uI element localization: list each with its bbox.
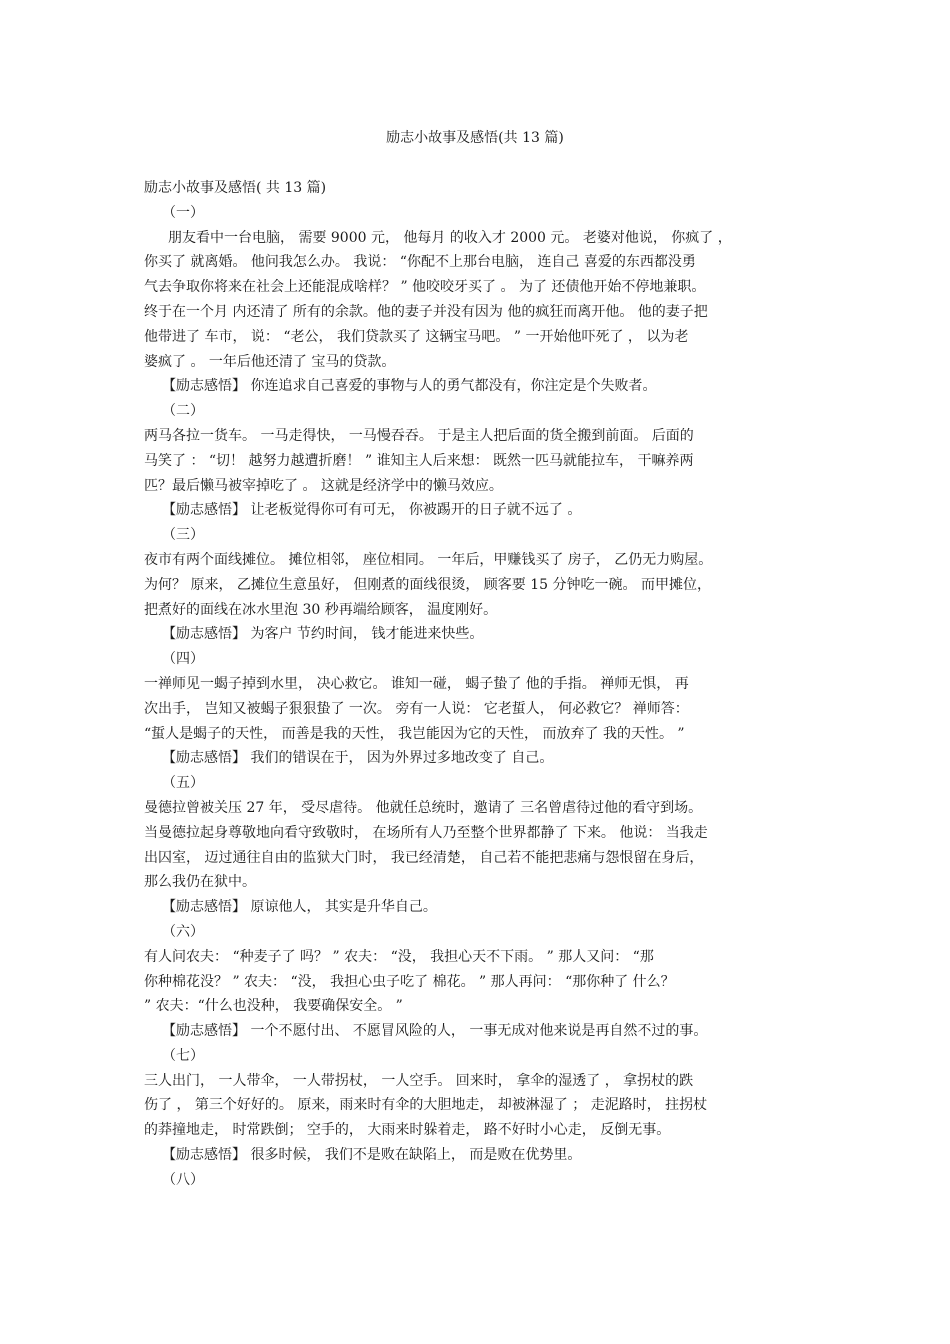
text-line: 你买了 就离婚。 他问我怎么办。 我说： “你配不上那台电脑， 连自己 喜爱的东西都没勇 — [144, 254, 696, 271]
text-line: 气去争取你将来在社会上还能混成啥样？ ” 他咬咬牙买了 。 为了 还债他开始不停地兼职。 — [144, 279, 706, 296]
text-line: 一禅师见一蝎子掉到水里， 决心救它。 谁知一碰， 蝎子蛰了 他的手指。 禅师无惧， 再 — [144, 675, 689, 692]
text-line: 为何？ 原来， 乙摊位生意虽好， 但刚煮的面线很烫， 顾客要 15 分钟吃一碗。 而甲摊位， — [144, 576, 711, 593]
text-line: 【励志感悟】 一个不愿付出、 不愿冒风险的人， 一事无成对他来说是再自然不过的事。 — [162, 1023, 708, 1040]
text-line: 两马各拉一货车。 一马走得快， 一马慢吞吞。 于是主人把后面的货全搬到前面。 后面的 — [144, 427, 694, 444]
text-line: 次出手， 岂知又被蝎子狠狠蛰了 一次。 旁有一人说： 它老蜇人， 何必救它？ 禅师答： — [144, 700, 689, 717]
document-title: 励志小故事及感悟(共 13 篇) — [386, 130, 564, 146]
text-line: 的莽撞地走， 时常跌倒； 空手的， 大雨来时躲着走， 路不好时小心走， 反倒无事。 — [144, 1122, 671, 1139]
text-line: 婆疯了 。 一年后他还清了 宝马的贷款。 — [144, 353, 396, 370]
text-line: 【励志感悟】 原谅他人， 其实是升华自己。 — [162, 899, 437, 916]
text-line: （三） — [162, 527, 204, 544]
text-line: 终于在一个月 内还清了 所有的余款。他的妻子并没有因为 他的疯狂而离开他。 他的妻子把 — [144, 303, 708, 320]
text-line: （一） — [162, 204, 204, 221]
text-line: 你种棉花没？ ” 农夫： “没， 我担心虫子吃了 棉花。 ” 那人再问： “那你种了 什么？ — [144, 973, 675, 990]
text-line: 【励志感悟】 我们的错误在于， 因为外界过多地改变了 自己。 — [162, 750, 554, 767]
text-line: “蜇人是蝎子的天性， 而善是我的天性， 我岂能因为它的天性， 而放弃了 我的天性。 ” — [144, 725, 685, 742]
text-line: 【励志感悟】 很多时候， 我们不是败在缺陷上， 而是败在优势里。 — [162, 1147, 582, 1164]
text-line: （五） — [162, 775, 204, 792]
text-line: 匹？最后懒马被宰掉吃了 。 这就是经济学中的懒马效应。 — [144, 477, 503, 494]
document-body — [144, 176, 810, 1193]
text-line: 夜市有两个面线摊位。 摊位相邻， 座位相同。 一年后，甲赚钱买了 房子， 乙仍无力购屋。 — [144, 551, 713, 568]
text-line: （八） — [162, 1171, 204, 1188]
text-line: （六） — [162, 923, 204, 940]
text-line: 当曼德拉起身尊敬地向看守致敬时， 在场所有人乃至整个世界都静了 下来。 他说： 当我走 — [144, 824, 708, 841]
text-line: 朋友看中一台电脑， 需要 9000 元， 他每月 的收入才 2000 元。 老婆对他说， 你疯了 ， — [168, 229, 732, 246]
text-line: （二） — [162, 403, 204, 420]
text-line: （七） — [162, 1047, 204, 1064]
text-line: 励志小故事及感悟( 共 13 篇) — [144, 180, 327, 196]
text-line: 有人问农夫： “种麦子了 吗？ ” 农夫： “没， 我担心天不下雨。 ” 那人又问： “那 — [144, 948, 654, 965]
text-line: 【励志感悟】 你连追求自己喜爱的事物与人的勇气都没有，你注定是个失败者。 — [162, 378, 657, 395]
text-line: ” 农夫：“什么也没种， 我要确保安全。 ” — [144, 998, 403, 1015]
text-line: 【励志感悟】 让老板觉得你可有可无， 你被踢开的日子就不远了 。 — [162, 502, 582, 519]
text-line: 出囚室， 迈过通往自由的监狱大门时， 我已经清楚， 自己若不能把悲痛与怨恨留在身后， — [144, 849, 704, 866]
text-line: 那么我仍在狱中。 — [144, 874, 256, 891]
text-line: 【励志感悟】 为客户 节约时间， 钱才能进来快些。 — [162, 626, 484, 643]
text-line: 他带进了 车市， 说： “老公， 我们贷款买了 这辆宝马吧。 ” 一开始他吓死了 ， 以为老 — [144, 328, 689, 345]
text-line: 马笑了 ： “切！ 越努力越遭折磨！ ” 谁知主人后来想： 既然一匹马就能拉车， 干嘛养两 — [144, 452, 694, 469]
text-line: 曼德拉曾被关压 27 年， 受尽虐待。 他就任总统时，邀请了 三名曾虐待过他的看守到场。 — [144, 799, 703, 816]
text-line: 伤了 ， 第三个好好的。 原来，雨来时有伞的大胆地走， 却被淋湿了 ； 走泥路时， 拄拐杖 — [144, 1097, 708, 1114]
text-line: 三人出门， 一人带伞， 一人带拐杖， 一人空手。 回来时， 拿伞的湿透了 ， 拿拐杖的跌 — [144, 1072, 694, 1089]
text-line: 把煮好的面线在冰水里泡 30 秒再端给顾客， 温度刚好。 — [144, 601, 498, 618]
text-line: （四） — [162, 651, 204, 668]
